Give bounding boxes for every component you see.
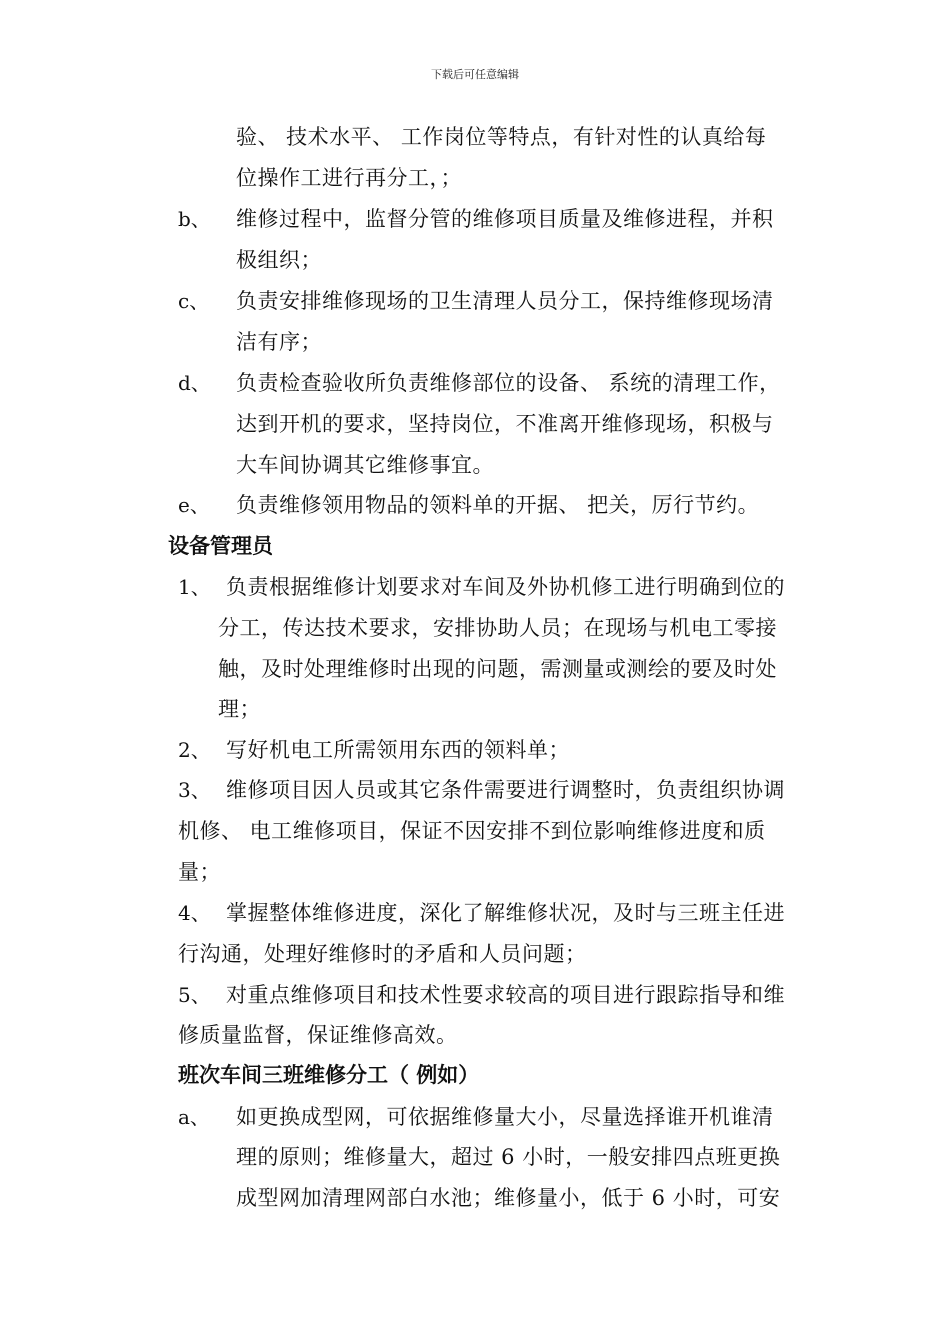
item-a-cont-line-1: 验、 技术水平、 工作岗位等特点，有针对性的认真给每: [236, 125, 767, 149]
section-heading-equipment-manager: 设备管理员: [168, 534, 273, 558]
item-c-line-1: 负责安排维修现场的卫生清理人员分工，保持维修现场清: [236, 289, 774, 313]
item-2-line-1: 写好机电工所需领用东西的领料单；: [226, 738, 570, 762]
item-c-line-2: 洁有序；: [236, 330, 322, 354]
item-1-line-3: 触，及时处理维修时出现的问题，需测量或测绘的要及时处: [218, 657, 777, 681]
item-4-line-2: 行沟通，处理好维修时的矛盾和人员问题；: [178, 942, 587, 966]
item-1-line-1: 负责根据维修计划要求对车间及外协机修工进行明确到位的: [226, 575, 785, 599]
item-4-line-1: 掌握整体维修进度，深化了解维修状况，及时与三班主任进: [226, 901, 785, 925]
item-3-line-2: 机修、 电工维修项目，保证不因安排不到位影响维修进度和质: [178, 819, 766, 843]
section-heading-shift-division: 班次车间三班维修分工（ 例如）: [178, 1063, 480, 1087]
item-5-marker: 5、: [178, 983, 211, 1007]
item-3-line-1: 维修项目因人员或其它条件需要进行调整时，负责组织协调: [226, 778, 785, 802]
item-a2-marker: a、: [178, 1105, 210, 1129]
item-a2-line-2: 理的原则；维修量大，超过 6 小时，一般安排四点班更换: [236, 1145, 781, 1169]
item-a2-line-1: 如更换成型网，可依据维修量大小，尽量选择谁开机谁清: [236, 1105, 774, 1129]
item-a-cont-line-2: 位操作工进行再分工，；: [236, 166, 462, 190]
item-e-line-1: 负责维修领用物品的领料单的开据、 把关，厉行节约。: [236, 493, 760, 517]
item-d-marker: d、: [178, 371, 211, 395]
item-b-line-2: 极组织；: [236, 248, 322, 272]
item-e-marker: e、: [178, 493, 210, 517]
item-3-line-3: 量；: [178, 860, 221, 884]
item-d-line-1: 负责检查验收所负责维修部位的设备、 系统的清理工作，: [236, 371, 781, 395]
item-4-marker: 4、: [178, 901, 211, 925]
page-header: 下载后可任意编辑: [431, 68, 519, 81]
item-1-line-4: 理；: [218, 697, 261, 721]
item-b-marker: b、: [178, 207, 211, 231]
item-5-line-2: 修质量监督，保证维修高效。: [178, 1023, 458, 1047]
item-5-line-1: 对重点维修项目和技术性要求较高的项目进行跟踪指导和维: [226, 983, 785, 1007]
item-d-line-3: 大车间协调其它维修事宜。: [236, 453, 494, 477]
item-d-line-2: 达到开机的要求，坚持岗位，不准离开维修现场，积极与: [236, 412, 774, 436]
item-a2-line-3: 成型网加清理网部白水池；维修量小，低于 6 小时，可安: [236, 1186, 781, 1210]
item-c-marker: c、: [178, 289, 210, 313]
item-2-marker: 2、: [178, 738, 211, 762]
item-b-line-1: 维修过程中，监督分管的维修项目质量及维修进程，并积: [236, 207, 774, 231]
item-3-marker: 3、: [178, 778, 211, 802]
item-1-line-2: 分工，传达技术要求，安排协助人员；在现场与机电工零接: [218, 616, 777, 640]
item-1-marker: 1、: [178, 575, 211, 599]
